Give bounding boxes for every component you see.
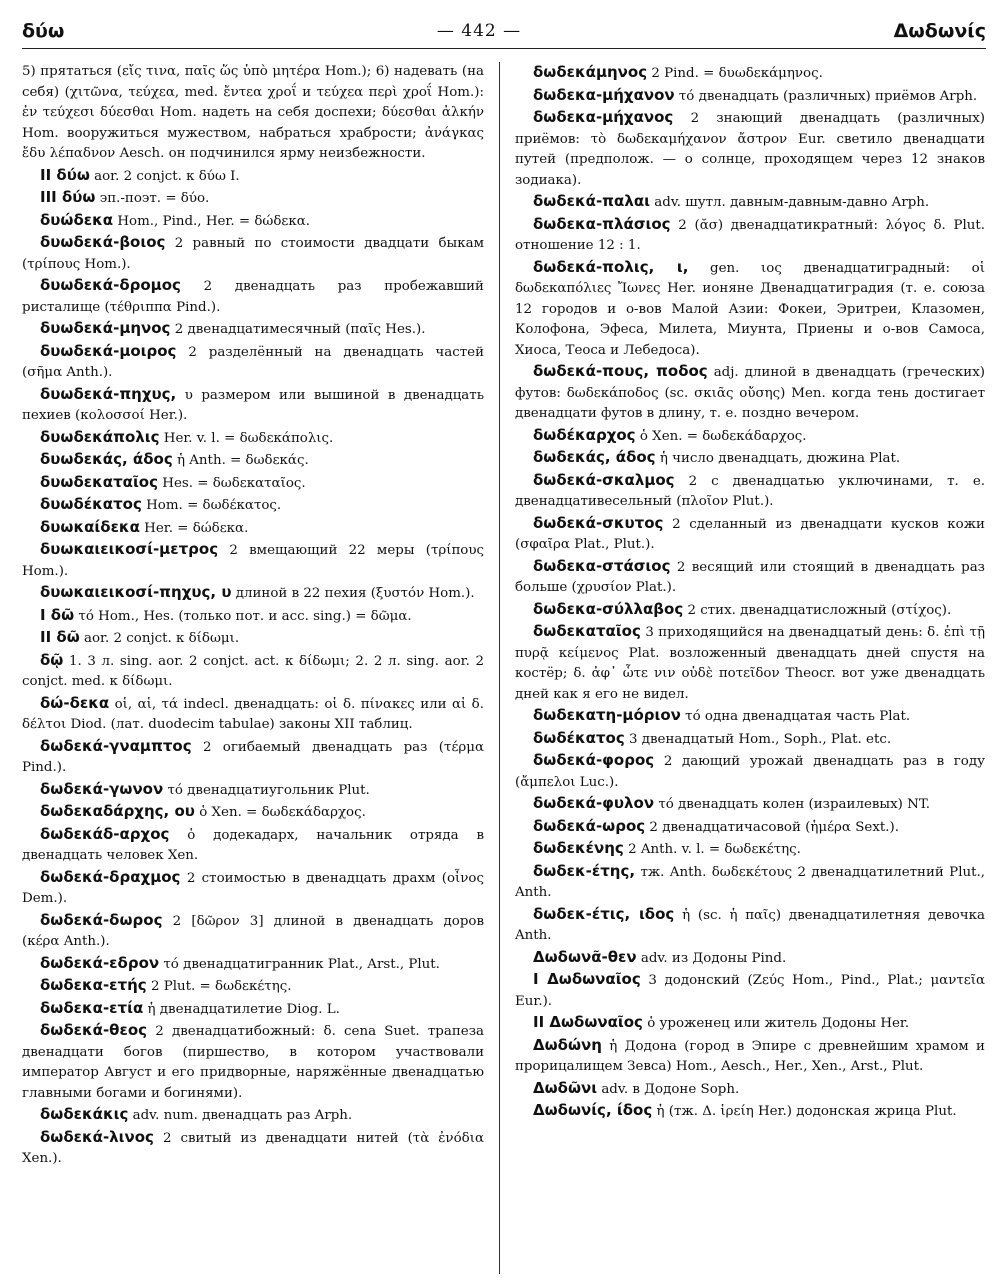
entry-headword: δυωδεκάπολις [40,427,160,446]
entry-headword: δωδεκά-πολις, ι, [533,257,689,276]
dictionary-entry [22,1020,484,1104]
entry-headword: δωδεκά-ωρος [533,816,646,835]
entry-definition: Hes. = δωδεκαταῖος. [162,475,306,491]
entry-definition: adv. num. двенадцать раз Arph. [132,1108,353,1123]
entry-headword: Δωδώνη [533,1035,602,1054]
dictionary-entry [22,449,484,472]
dictionary-entry [515,750,985,793]
entry-definition: 2 равный по стоимости двадцати быкам (τρίπους Hom.). [22,236,484,272]
entry-headword: δυωδεκά-μοιρος [40,341,177,360]
dictionary-entry [515,447,985,470]
entry-headword: δωδεκά-θεος [40,1021,148,1039]
entry-headword: δυωδέκατος [40,495,142,513]
entry-headword: δωδεκένης [533,839,624,857]
dictionary-entry [515,861,985,904]
dictionary-entry [515,257,985,362]
entry-headword: δωδέκαρχος [533,425,636,444]
entry-headword: δωδεκαταῖος [533,622,641,640]
entry-definition: 2 Plut. = δωδεκέτης. [150,979,292,994]
dictionary-entry [515,816,985,839]
entry-definition: 2 Anth. v. l. = δωδεκέτης. [628,842,801,857]
dictionary-entry [515,361,985,425]
entry-headword: δωδεκά-δραχμος [40,867,181,886]
dictionary-entry [22,867,484,910]
entry-definition: 2 двенадцать раз пробежавший ристалище (τέθριππα Pind.). [22,279,484,315]
dictionary-entry [22,824,484,867]
dictionary-entry [22,472,484,495]
entry-headword: II δύω [40,165,90,184]
dictionary-entry [515,513,985,556]
dictionary-entry [515,470,985,513]
dictionary-entry [22,627,484,650]
entry-headword: Δωδωνᾶ-θεν [533,947,637,966]
entry-definition: 2 стоимостью в двенадцать драхм (οἶνος Dem.). [22,870,484,906]
entry-definition: 2 двенадцатичасовой (ἡμέρα Sext.). [649,819,899,835]
entry-definition: ἡ (тж. Δ. ἱρείη Her.) додонская жрица Plut. [656,1104,957,1119]
entry-definition: ὁ Xen. = δωδεκάδαρχος. [639,428,807,444]
entry-definition: Hom., Pind., Her. = δώδεκα. [117,213,310,229]
entry-headword: Δωδωνίς, ίδος [533,1101,653,1119]
dictionary-entry [22,736,484,779]
entry-headword: δυωδεκάς, άδος [40,450,173,468]
dictionary-entry [22,1127,484,1170]
entry-definition: Hom. = δωδέκατος. [146,498,282,513]
entry-headword: δωδεκά-φυλον [533,794,655,812]
entry-headword: II δῶ [40,628,80,646]
entry-headword: δωδεκά-εδρον [40,953,160,972]
entry-definition: 2 Pind. = δυωδεκάμηνος. [651,66,823,81]
dictionary-entry [22,517,484,540]
dictionary-entry [22,232,484,275]
entry-definition: длиной в 22 пехия (ξυστόν Hom.). [235,586,475,601]
entry-definition: aor. 2 conjct. к δίδωμι. [84,631,240,646]
entry-headword: δῷ [40,650,64,669]
entry-definition: 2 весящий или стоящий в двенадцать раз больше (χρυσίον Plat.). [515,559,985,595]
dictionary-entry [515,793,985,816]
entry-definition: 2 знающий двенадцать (различных) приёмов: τὸ δωδεκαμήχανον ἄστρον Eur. светило двенадцати путей (предполож. — о солнце, проходящем через 12 знаков зодиака). [515,111,985,188]
entry-headword: δωδεκά-παλαι [533,192,650,210]
dictionary-entry [515,556,985,599]
dictionary-entry [515,1012,985,1035]
entry-definition: ὁ Xen. = δωδεκάδαρχος. [199,805,366,820]
dictionary-entry [22,998,484,1021]
running-head-left: δύω [22,20,65,42]
entry-definition: 2 двенадцатимесячный (παῖς Hes.). [174,322,426,337]
entry-definition: 1. 3 л. sing. aor. 2 conjct. act. к δίδωμι; 2. 2 л. sing. aor. 2 conjct. med. к δίδωμι. [22,653,484,689]
entry-headword: δωδεκ-έτις, ιδος [533,904,675,923]
entry-definition: ἡ Anth. = δωδεκάς. [176,453,309,468]
entry-definition: ἡ число двенадцать, дюжина Plat. [659,451,901,466]
entry-headword: δωδεκατη-μόριον [533,706,681,724]
dictionary-entry [515,214,985,257]
entry-definition: ὁ додекадарх, начальник отряда в двенадцать человек Xen. [22,827,484,863]
dictionary-entry [22,341,484,384]
entry-headword: δωδεκάκις [40,1105,129,1123]
dictionary-entry [515,838,985,861]
entry-headword: δωδεκα-μήχανος [533,108,674,126]
entry-headword: δυωδεκά-μηνος [40,319,171,337]
entry-headword: δωδεκά-φορος [533,751,655,769]
entry-definition: 2 двенадцатибожный: δ. cena Suet. трапеза двенадцати богов (пиршество, в котором участвовали император Август и его придворные, наряжённые двенадцатью главными богами и богинями). [22,1024,484,1101]
dictionary-entry [22,779,484,802]
dictionary-entry [515,947,985,970]
entry-headword: δώ-δεκα [40,693,110,712]
entry-definition: τό двенадцатигранник Plat., Arst., Plut. [163,956,440,972]
dictionary-entry [22,582,484,605]
dictionary-entry [515,599,985,622]
right-column [515,62,985,1276]
dictionary-entry [515,1078,985,1101]
dictionary-entry [22,384,484,427]
dictionary-entry [515,904,985,947]
dictionary-entry [22,165,484,188]
entry-definition: ἡ Додона (город в Эпире с древнейшим храмом и прорицалищем Зевса) Hom., Aesch., Her., Xen., Arst., Plut. [515,1038,985,1074]
entry-headword: δυωδεκά-δρομος [40,276,181,294]
entry-definition: 2 стих. двенадцатисложный (στίχος). [687,602,952,618]
entry-definition: Her. = δώδεκα. [144,520,249,536]
entry-headword: δυωδεκά-βοιος [40,233,166,251]
left-column [22,62,484,1276]
page-header [22,14,986,49]
entry-definition: τό двенадцать (различных) приёмов Arph. [678,88,978,104]
entry-headword: δωδεκα-μήχανον [533,85,675,104]
entry-definition: 3 двенадцатый Hom., Soph., Plat. etc. [629,731,892,747]
entry-headword: δυωδεκά-πηχυς, [40,384,177,403]
dictionary-entry [515,621,985,705]
dictionary-entry [515,728,985,751]
entry-definition: τό одна двенадцатая часть Plat. [685,709,911,724]
entry-definition: 2 с двенадцатью уключинами, т. е. двенадцативесельный (πλοῖον Plut.). [515,473,985,509]
entry-definition: 2 огибаемый двенадцать раз (τέρμα Pind.). [22,739,484,775]
entry-headword: δωδεκά-γναμπτος [40,736,192,755]
entry-headword: δυωκαίδεκα [40,517,140,536]
entry-definition: τό двенадцать колен (израилевых) NT. [658,797,931,812]
dictionary-entry [22,605,484,628]
entry-definition: adj. длиной в двенадцать (греческих) футов: δωδεκάποδος (sc. σκιᾶς οὔσης) Men. когда тень достигает двенадцати футов в длину, т. е. поздно вечером. [515,365,985,421]
entry-definition: 5) прятаться (εἴς τινα, παῖς ὥς ὑπὸ μητέρα Hom.); 6) надевать (на себя) (χιτῶνα, τεύχεα, med. ἔντεα χροΐ и τεύχεα περὶ χροΐ Hom.): ἐν τεύχεσι δύεσθαι Hom. надеть на себя доспехи; δύεσθαι ἀλκήν Hom. вооружиться мужеством, набраться храбрости; ἀνάγκας ἔδυ λέπαδνον Aesch. он подчинился ярму неизбежности. [22,64,484,161]
entry-headword: δωδεκά-σκυτος [533,513,664,532]
entry-headword: δωδεκα-πλάσιος [533,214,671,233]
entry-headword: δωδεκά-πους, ποδος [533,362,708,380]
entry-headword: δωδεκάμηνος [533,63,648,81]
entry-definition: 2 разделённый на двенадцать частей (σῆμα Anth.). [22,344,484,380]
column-divider [499,62,500,1274]
dictionary-entry [22,187,484,210]
dictionary-entry [515,1035,985,1078]
entry-headword: δωδεκα-στάσιος [533,556,671,575]
dictionary-entry [22,275,484,318]
entry-definition: ἡ (sc. ἡ παῖς) двенадцатилетняя девочка Anth. [515,907,985,943]
entry-headword: δωδεκάδ-αρχος [40,824,170,843]
entry-headword: III δύω [40,188,96,206]
entry-headword: I Δωδωναῖος [533,970,641,988]
dictionary-entry [515,1100,985,1123]
entry-definition: adv. шутл. давным-давным-давно Arph. [654,195,930,210]
entry-headword: δυώδεκα [40,210,114,229]
dictionary-entry [515,107,985,191]
entry-definition: adv. из Додоны Pind. [640,950,787,966]
dictionary-entry [22,494,484,517]
entry-headword: δωδεκά-σκαλμος [533,470,675,489]
entry-definition: adv. в Додоне Soph. [601,1081,740,1097]
entry-definition: 2 вмещающий 22 меры (τρίπους Hom.). [22,543,484,579]
dictionary-entry [515,85,985,108]
entry-headword: δωδεκά-γωνον [40,779,164,798]
entry-definition: ὁ уроженец или житель Додоны Her. [647,1016,910,1031]
dictionary-entry [22,801,484,824]
dictionary-entry [22,427,484,450]
entry-headword: δωδεκά-δωρος [40,910,163,929]
entry-headword: δωδεκ-έτης, [533,861,636,880]
dictionary-entry [22,210,484,233]
dictionary-entry [22,318,484,341]
entry-definition: 2 (ᾰσ) двенадцатикратный: λόγος δ. Plut. отношение 12 : 1. [515,217,985,253]
entry-headword: II Δωδωναῖος [533,1013,643,1031]
dictionary-entry [22,62,484,165]
dictionary-entry [22,953,484,976]
entry-headword: δωδεκά-λινος [40,1127,154,1146]
entry-headword: δωδεκαδάρχης, ου [40,802,195,820]
entry-definition: 2 сделанный из двенадцати кусков кожи (σφαῖρα Plat., Plut.). [515,516,985,552]
dictionary-entry [22,650,484,693]
entry-definition: aor. 2 conjct. к δύω I. [94,168,240,184]
entry-headword: δυωκαιεικοσί-μετρος [40,540,219,558]
entry-definition: Her. v. l. = δωδεκάπολις. [163,430,334,446]
dictionary-entry [22,693,484,736]
entry-definition: 2 [δῶρον 3] длиной в двенадцать доров (κέρα Anth.). [22,913,484,949]
dictionary-entry [515,191,985,214]
dictionary-entry [22,539,484,582]
entry-headword: δωδεκα-ετία [40,998,144,1017]
entry-definition: эп.-поэт. = δύο. [99,191,210,206]
entry-definition: 2 дающий урожай двенадцать раз в году (ἄμπελοι Luc.). [515,754,985,790]
entry-definition: ἡ двенадцатилетие Diog. L. [147,1001,340,1017]
entry-definition: gen. ιος двенадцатиградный: οἱ δωδεκαπόλιες Ἴωνες Her. ионяне Двенадцатиградия (т. е. союза 12 городов и о-вов Малой Азии: Фокеи, Эритреи, Клазомен, Колофона, Эфеса, Милета, Миунта, Приены и о-вов Самоса, Хиоса, Теоса и Лебедоса). [515,260,985,358]
dictionary-entry [515,62,985,85]
entry-headword: Δωδῶνι [533,1078,598,1097]
entry-headword: δωδεκα-ετής [40,976,147,994]
entry-definition: τό Hom., Hes. (только пот. и acc. sing.) = δῶμα. [78,608,412,624]
dictionary-entry [515,425,985,448]
page-number: — 442 — [436,21,522,41]
entry-definition: οἱ, αἱ, τά indecl. двенадцать: οἱ δ. πίνακες или αἱ δ. δέλτοι Diod. (лат. duodecim tabulae) законы XII таблиц. [22,696,484,732]
dictionary-entry [22,910,484,953]
entry-definition: 3 додонский (Ζεύς Hom., Pind., Plat.; μαντεῖα Eur.). [515,973,985,1009]
entry-headword: δυωδεκαταῖος [40,472,159,491]
entry-headword: δυωκαιεικοσί-πηχυς, υ [40,583,232,601]
entry-headword: δωδεκάς, άδος [533,448,656,466]
entry-definition: 2 свитый из двенадцати нитей (τὰ ἐνόδια Xen.). [22,1130,484,1166]
entry-definition: υ размером или вышиной в двенадцать пехиев (κολοσσοί Her.). [22,387,484,423]
entry-headword: I δῶ [40,605,75,624]
entry-definition: тж. Anth. δωδεκέτους 2 двенадцатилетний Plut., Anth. [515,864,985,900]
dictionary-entry [22,1104,484,1127]
entry-headword: δωδεκα-σύλλαβος [533,599,684,618]
dictionary-entry [515,969,985,1012]
entry-definition: τό двенадцатиугольник Plut. [167,782,370,798]
dictionary-entry [515,705,985,728]
entry-definition: 3 приходящийся на двенадцатый день: δ. ἐπὶ τῇ πυρᾷ κείμενος Plat. возложенный двенадцать дней спустя на костёр; δ. ἀφ᾽ ὧτε νιν οὐδὲ ποτεῖδον Theocr. вот уже двенадцать дней как я его не видел. [515,625,985,702]
running-head-right: Δωδωνίς [893,20,986,42]
dictionary-entry [22,975,484,998]
entry-headword: δωδέκατος [533,728,625,747]
